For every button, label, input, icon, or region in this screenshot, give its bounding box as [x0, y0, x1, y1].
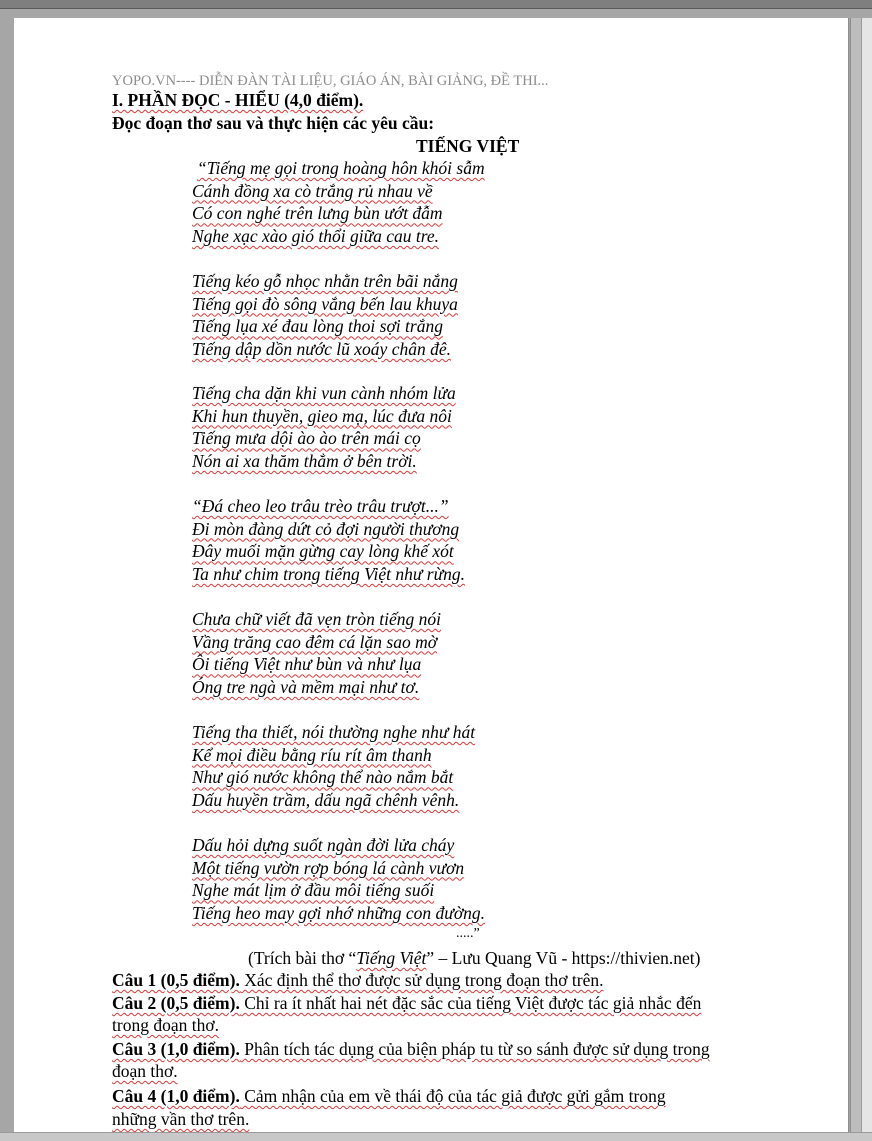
poem-line: Như gió nước không thể nào nắm bắt [192, 767, 454, 788]
question-label: Câu 4 (1,0 điểm). [112, 1086, 240, 1106]
poem-line: Tiếng mưa dội ào ào trên mái cọ [192, 428, 421, 449]
question-2 [112, 992, 701, 1014]
poem-ellipsis: .....” [456, 926, 480, 941]
question-2-continued: trong đoạn thơ. [112, 1015, 219, 1035]
poem-line: Kể mọi điều bằng ríu rít âm thanh [192, 744, 432, 765]
poem-line: Tiếng kéo gỗ nhọc nhằn trên bãi nắng [192, 271, 458, 291]
poem-line: Tiếng tha thiết, nói thường nghe như hát [192, 722, 476, 742]
question-1 [112, 969, 603, 991]
poem-line: Nghe mát lịm ở đầu môi tiếng suối [192, 880, 435, 901]
poem-line: Chưa chữ viết đã vẹn tròn tiếng nói [192, 609, 441, 629]
poem-line: Tiếng gọi đò sông vắng bến lau khuya [192, 293, 458, 314]
poem-line: “Đá cheo leo trâu trèo trâu trượt...” [192, 496, 449, 516]
poem-line: Tiếng lụa xé đau lòng thoi sợi trắng [192, 316, 443, 337]
poem-line: Cánh đồng xa cò trắng rủ nhau về [192, 180, 433, 201]
poem-line: Óng tre ngà và mềm mại như tơ. [192, 677, 420, 698]
source-suffix: ” – Lưu Quang Vũ - https://thivien.net) [426, 948, 701, 968]
poem-line: Đi mòn đàng dứt cỏ đợi người thương [192, 518, 460, 539]
poem-line: Khi hun thuyền, gieo mạ, lúc đưa nôi [192, 405, 452, 426]
poem-line: Dấu huyền trầm, dấu ngã chênh vênh. [192, 790, 460, 811]
source-prefix: (Trích bài thơ “ [248, 948, 357, 968]
window-right-edge [861, 18, 872, 1140]
poem-line: Có con nghé trên lưng bùn ướt đẫm [192, 203, 443, 224]
poem-line: “Tiếng mẹ gọi trong hoàng hôn khói sẫm [197, 158, 485, 178]
poem-line: Tiếng cha dặn khi vun cành nhóm lửa [192, 383, 456, 403]
poem-line: Một tiếng vườn rợp bóng lá cành vươn [192, 857, 465, 878]
section-title: I. PHẦN ĐỌC - HIỂU (4,0 điểm). [112, 90, 364, 110]
poem-line: Nón ai xa thăm thẳm ở bên trời. [192, 451, 417, 472]
source-title: Tiếng Việt [356, 948, 427, 968]
poem-source [248, 947, 700, 969]
question-text: Chỉ ra ít nhất hai nét đặc sắc của tiếng Việt được tác giả nhắc đến [239, 993, 702, 1013]
poem-line: Vầng trăng cao đêm cá lặn sao mờ [192, 631, 438, 652]
question-3 [112, 1038, 710, 1060]
question-text: Cảm nhận của em về thái độ của tác giả được gửi gắm trong [239, 1086, 666, 1106]
question-label: Câu 3 (1,0 điểm). [112, 1039, 240, 1059]
poem-line: Dấu hỏi dựng suốt ngàn đời lửa cháy [192, 835, 455, 855]
question-4-continued: những vần thơ trên. [112, 1109, 250, 1129]
instruction: Đọc đoạn thơ sau và thực hiện các yêu cầu: [112, 113, 435, 133]
poem-line: Nghe xạc xào gió thổi giữa cau tre. [192, 226, 440, 247]
window-top-bar [0, 0, 872, 9]
question-text: Xác định thể thơ được sử dụng trong đoạn thơ trên. [239, 970, 604, 990]
poem-title: TIẾNG VIỆT [416, 136, 520, 156]
poem-line: Ta như chim trong tiếng Việt như rừng. [192, 564, 465, 585]
question-4 [112, 1085, 666, 1107]
poem-line: Tiếng heo may gợi nhớ những con đường. [192, 903, 486, 924]
question-label: Câu 1 (0,5 điểm). [112, 970, 240, 990]
poem-line: Ôi tiếng Việt như bùn và như lụa [192, 654, 422, 675]
poem-line: Đây muối mặn gừng cay lòng khế xót [192, 541, 454, 562]
question-label: Câu 2 (0,5 điểm). [112, 993, 240, 1013]
question-text: Phân tích tác dụng của biện pháp tu từ so sánh được sử dụng trong [239, 1039, 710, 1059]
question-3-continued: đoạn thơ. [112, 1061, 178, 1081]
poem-line: Tiếng dập dồn nước lũ xoáy chân đê. [192, 339, 451, 360]
document-header: YOPO.VN---- DIỄN ĐÀN TÀI LIỆU, GIÁO ÁN, BÀI GIẢNG, ĐỀ THI... [112, 73, 549, 89]
vertical-scrollbar[interactable] [850, 18, 861, 1140]
